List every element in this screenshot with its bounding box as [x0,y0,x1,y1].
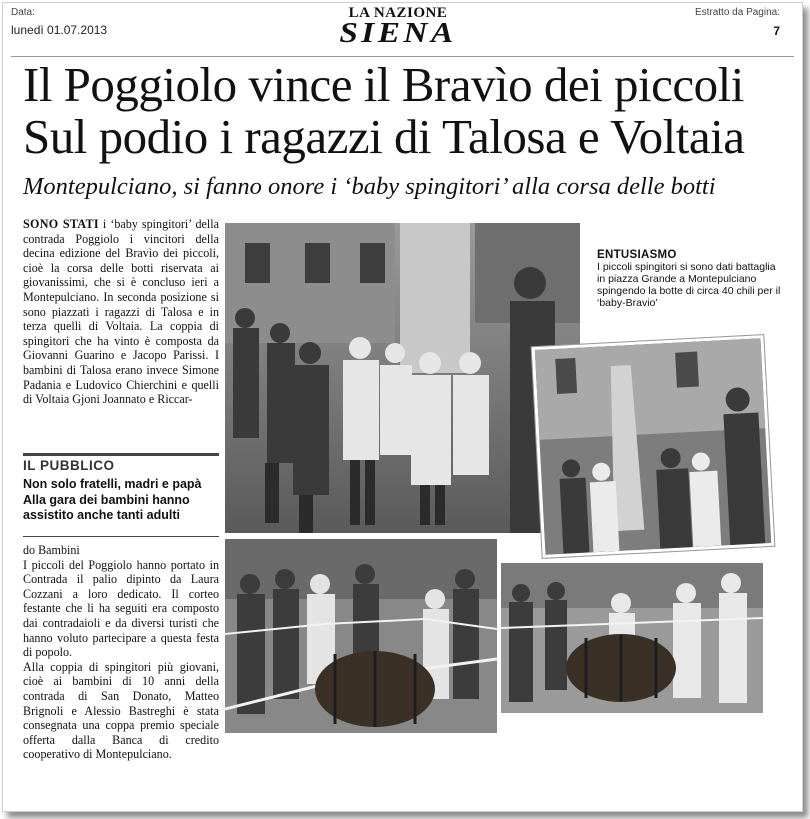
newspaper-page [2,2,803,812]
caption-text: I piccoli spingitori si sono dati battaglia in piazza Grande a Montepulciano spingendo la botte di circa 40 chili per il ‘baby-Bravio’ [597,261,781,309]
date-block [11,7,107,37]
photo-caption [597,249,783,309]
sidebar-box-rule-top [23,453,219,456]
publication-name: LA NAZIONE [348,5,448,21]
body-column-bottom: do Bambini I piccoli del Poggiolo hanno portato in Contrada il palio dipinto da Laura Cozzani a loro dedicato. Il corteo festante che li ha seguiti era composto dai contradaioli e da diversi turisti che hanno voluto partecipare a questa festa di popolo. Alla coppia di spingitori più giovani, cioè ai bambini di 10 anni della contrada di San Donato, Matteo Brignoli e Alessio Bastreghi è stata consegnata una coppa premio speciale offerta dalla Banca di credito cooperativo di Montepulciano. [23,543,219,762]
page-number: 7 [773,24,780,38]
page-block [695,7,780,38]
date-label: Data: [11,7,35,18]
photo-barrel-race-left [225,539,497,733]
sidebar-box-kicker: IL PUBBLICO [23,458,115,473]
subheadline: Montepulciano, si fanno onore i ‘baby spingitori’ alla corsa delle botti [23,173,716,200]
masthead [303,5,493,49]
body-text-part1: i ‘baby spingitori’ della contrada Poggiolo i vincitori della decina edizione del Bravìo dei piccoli, cioè la corsa delle botti riservata ai giovanissimi, che si è concluso ieri a Montepulciano. In seconda posizione si sono piazzati i ragazzi di Talosa e in terza quelli di Voltaia. La coppia di spingitori che ha vinto è composta da Giovanni Guarino e Jacopo Parissi. I bambini di Talosa erano invece Simone Padania e Ludovico Chierchini e quelli di Voltaia Gjoni Joannato e Riccar- [23,217,219,407]
extract-label: Estratto da Pagina: [694,7,780,18]
body-lead: SONO STATI [23,217,99,231]
caption-kicker: ENTUSIASMO [597,249,677,261]
photo-barrel-race-right [501,563,763,713]
headline [23,59,793,163]
edition-name: SIENA [339,17,457,49]
photo-children-team [225,223,580,533]
body-column-top [23,217,219,453]
headline-line-1: Il Poggiolo vince il Bravìo dei piccoli [23,57,744,112]
headline-line-2: Sul podio i ragazzi di Talosa e Voltaia [23,109,745,164]
sidebar-box-rule-bottom [23,536,219,537]
date-value: lunedì 01.07.2013 [11,23,108,37]
photo-celebration [532,335,775,558]
sidebar-box-text: Non solo fratelli, madri e papà Alla gara dei bambini hanno assistito anche tanti adulti [23,477,202,522]
